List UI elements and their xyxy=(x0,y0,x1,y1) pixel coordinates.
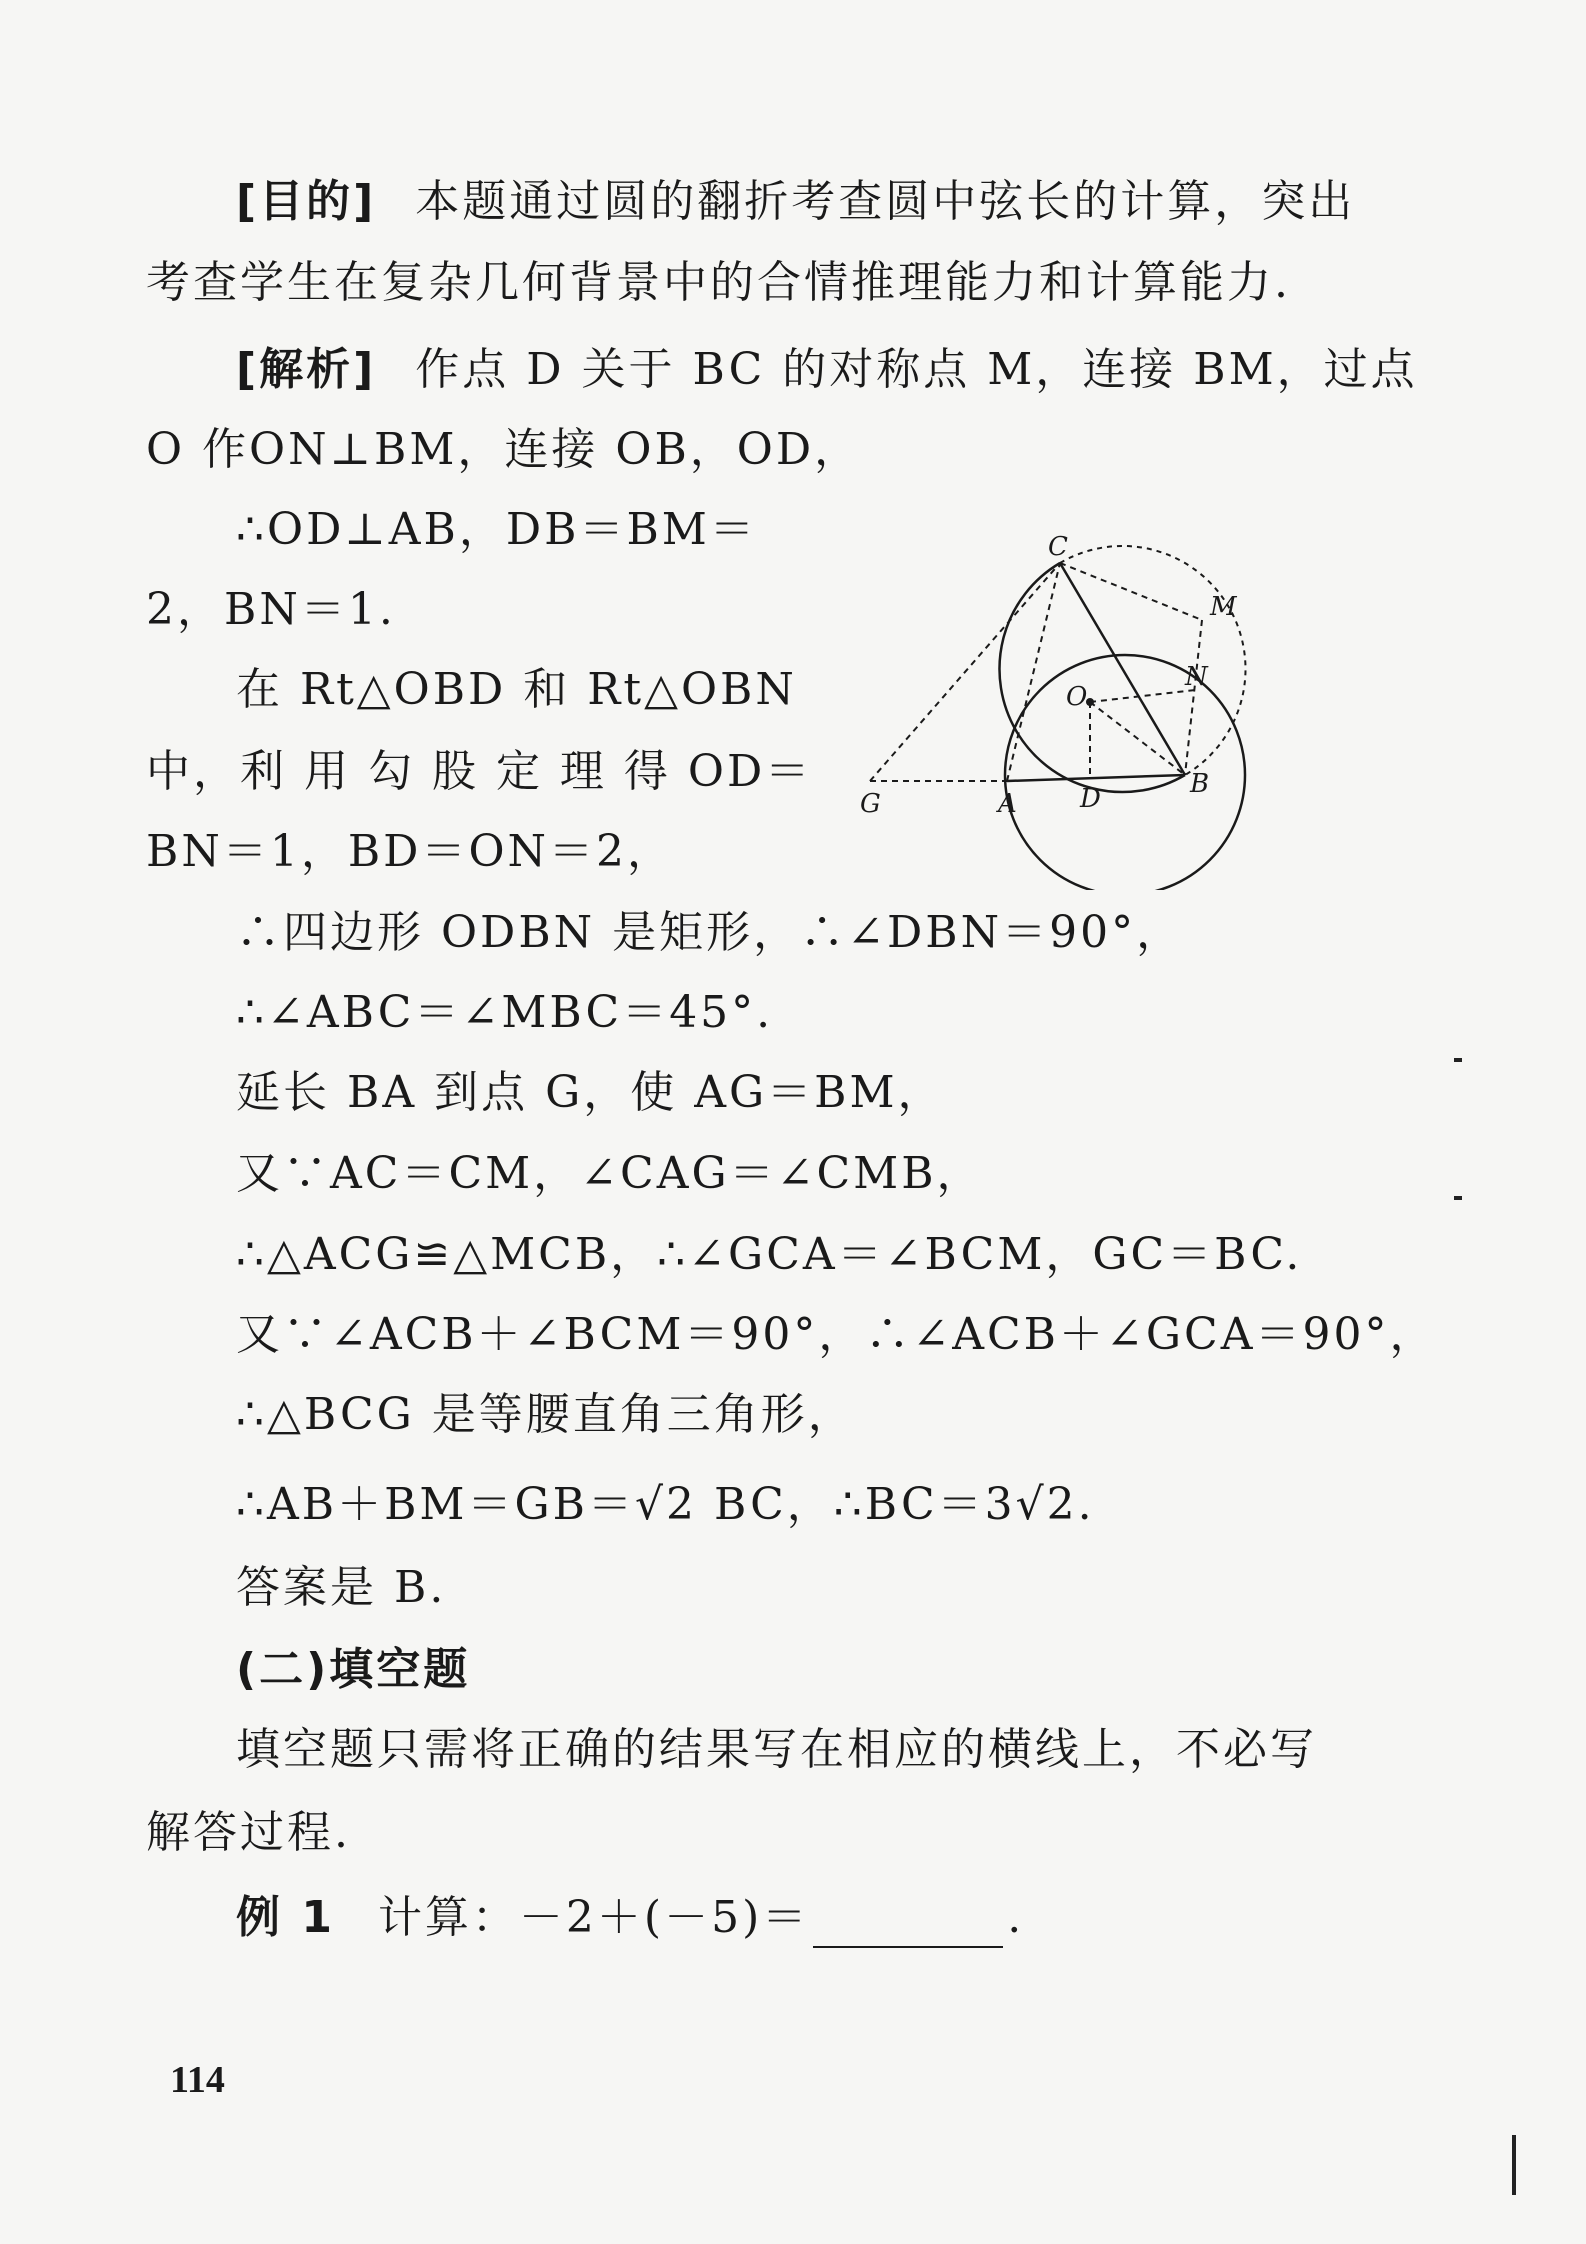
segment-mb xyxy=(1185,620,1202,775)
segment-ac xyxy=(1007,563,1060,781)
analysis-line-2: O 作ON⊥BM，连接 OB，OD， xyxy=(146,424,862,475)
analysis-line-10: 延长 BA 到点 G，使 AG＝BM， xyxy=(236,1067,945,1118)
purpose-line-1: [目的] 本题通过圆的翻折考查圆中弦长的计算，突出 xyxy=(236,176,1356,227)
label-b: B xyxy=(1190,769,1210,799)
segment-cm xyxy=(1060,563,1202,620)
analysis-line-11: 又∵AC＝CM，∠CAG＝∠CMB， xyxy=(236,1148,984,1199)
label-o: O xyxy=(1066,682,1088,712)
segment-ob xyxy=(1090,702,1185,775)
analysis-line-14: ∴△BCG 是等腰直角三角形， xyxy=(236,1389,855,1440)
segment-gc xyxy=(870,563,1060,781)
analysis-line-12: ∴△ACG≌△MCB，∴∠GCA＝∠BCM，GC＝BC. xyxy=(236,1229,1303,1280)
geometry-figure xyxy=(790,525,1330,890)
purpose-line-2: 考查学生在复杂几何背景中的合情推理能力和计算能力. xyxy=(146,257,1291,308)
scan-speck xyxy=(1454,1058,1462,1062)
answer-blank xyxy=(813,1902,1003,1948)
analysis-line-8: ∴四边形 ODBN 是矩形，∴∠DBN＝90°， xyxy=(236,907,1184,958)
analysis-line-3: ∴OD⊥AB，DB＝BM＝ xyxy=(236,504,757,555)
section-intro-1: 填空题只需将正确的结果写在相应的横线上，不必写 xyxy=(236,1724,1317,1775)
analysis-tag: [解析] xyxy=(236,344,377,395)
label-g: G xyxy=(860,789,881,819)
label-c: C xyxy=(1048,532,1068,562)
analysis-line-15: ∴AB＋BM＝GB＝√2 BC，∴BC＝3√2. xyxy=(236,1479,1095,1530)
section-title: (二)填空题 xyxy=(236,1644,471,1695)
analysis-line-4: 2，BN＝1. xyxy=(146,584,396,635)
label-d: D xyxy=(1080,784,1101,814)
example-1: 例 1 计算：－2＋(－5)＝ . xyxy=(236,1888,1024,1948)
section-intro-2: 解答过程. xyxy=(146,1807,351,1858)
scan-speck xyxy=(1512,2135,1516,2195)
analysis-line-6: 中，利 用 勾 股 定 理 得 OD＝ xyxy=(146,746,813,797)
example-text: 计算：－2＋(－5)＝ xyxy=(377,1892,810,1943)
page-number: 114 xyxy=(170,2059,225,2101)
label-m: M xyxy=(1210,592,1237,622)
folded-arc-solid xyxy=(999,563,1185,792)
segment-on xyxy=(1090,690,1195,702)
label-a: A xyxy=(998,789,1017,819)
purpose-tag: [目的] xyxy=(236,176,377,227)
segment-cb xyxy=(1060,563,1185,775)
analysis-line-13: 又∵∠ACB＋∠BCM＝90°，∴∠ACB＋∠GCA＝90°， xyxy=(236,1309,1437,1360)
analysis-line-7: BN＝1，BD＝ON＝2， xyxy=(146,826,675,877)
segment-ab xyxy=(1007,775,1185,781)
analysis-line-5: 在 Rt△OBD 和 Rt△OBN xyxy=(236,664,797,715)
analysis-line-9: ∴∠ABC＝∠MBC＝45°. xyxy=(236,987,774,1038)
example-label: 例 1 xyxy=(236,1892,335,1943)
analysis-line-1: [解析] 作点 D 关于 BC 的对称点 M，连接 BM，过点 xyxy=(236,344,1418,395)
scan-speck xyxy=(1454,1196,1462,1200)
analysis-answer: 答案是 B. xyxy=(236,1562,447,1613)
label-n: N xyxy=(1185,662,1208,692)
